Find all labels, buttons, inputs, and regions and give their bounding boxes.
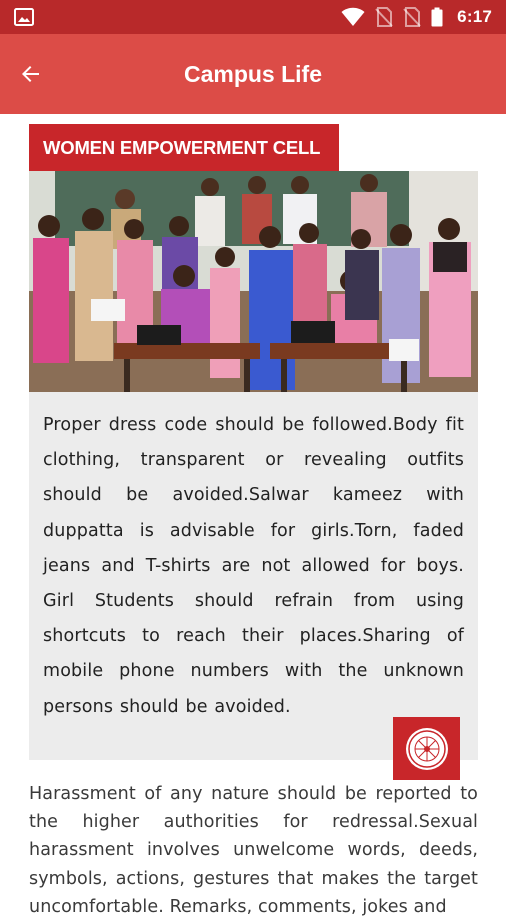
dress-code-text: Proper dress code should be followed.Body fit clothing, transparent or revealing outfits should be avoided.Salwar kameez with duppatta is advisable for girls.Torn, faded jeans and T-shirts are not allowed for boys. Girl Students should refrain from using shortcuts to reach their places.Sharing of mobile phone numbers with the unknown persons should be avoided. <box>43 415 464 717</box>
harassment-text: Harassment of any nature should be reported to the higher authorities for redressal.Sexual harassment involves unwelcome words, deeds, symbols, actions, gestures that makes the target uncomfortable. Remarks, comments, jokes and <box>29 784 478 917</box>
section-heading: WOMEN EMPOWERMENT CELL <box>29 124 339 171</box>
status-bar <box>0 0 506 34</box>
dress-code-card <box>29 392 478 760</box>
no-sim-icon <box>403 7 421 27</box>
wifi-icon <box>341 7 365 27</box>
emblem-logo-icon <box>404 726 450 772</box>
group-photo <box>29 171 478 392</box>
clock: 6:17 <box>457 7 492 26</box>
app-bar <box>0 34 506 114</box>
no-sim-icon <box>375 7 393 27</box>
battery-icon <box>431 7 443 27</box>
gallery-icon <box>14 8 34 26</box>
page-title: Campus Life <box>183 61 323 87</box>
content-scroll[interactable] <box>0 114 506 917</box>
college-emblem <box>393 717 460 780</box>
